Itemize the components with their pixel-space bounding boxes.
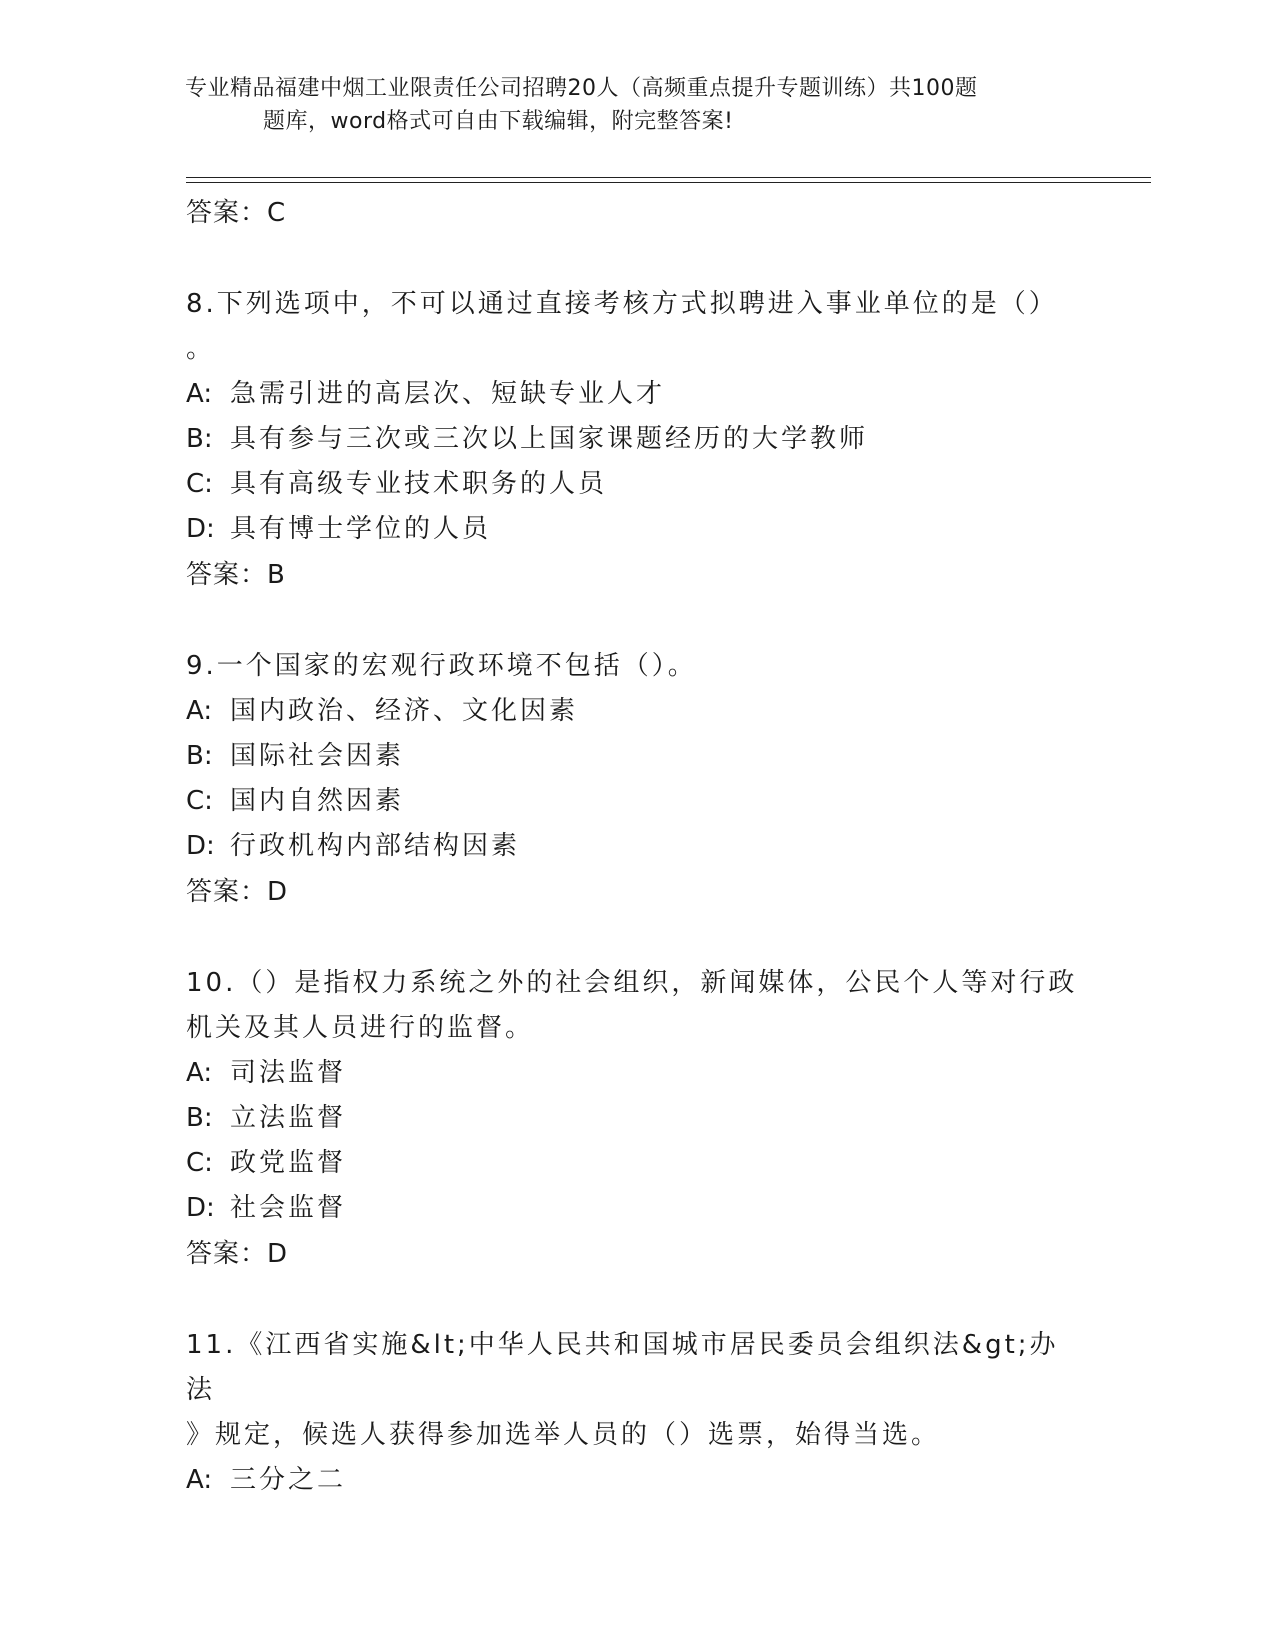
option-text: 具有高级专业技术职务的人员 [230,469,608,499]
option-label: B: [186,424,213,454]
option-d [186,824,1086,869]
question-block [186,282,1086,598]
option-text: 急需引进的高层次、短缺专业人才 [230,379,666,409]
question-text-continued: 机关及其人员进行的监督。 [186,1013,535,1043]
option-text: 具有参与三次或三次以上国家课题经历的大学教师 [230,424,869,454]
question-text-continued: 。 [186,334,216,364]
option-label: D: [186,831,215,861]
header-line-2: 题库，word格式可自由下载编辑，附完整答案! [263,109,734,134]
option-label: B: [186,741,213,771]
option-c [186,779,1086,824]
option-text: 国际社会因素 [230,741,405,771]
option-a [186,689,1086,734]
header-line-1: 专业精品福建中烟工业限责任公司招聘20人（高频重点提升专题训练）共100题 [185,76,978,101]
document-header [185,72,1065,138]
header-rule-top [186,177,1151,178]
option-label: B: [186,1103,213,1133]
option-label: C: [186,469,213,499]
option-text: 行政机构内部结构因素 [230,831,521,861]
option-label: C: [186,786,213,816]
option-text: 政党监督 [230,1148,347,1178]
option-d [186,1186,1086,1231]
question-block [186,961,1086,1277]
option-b [186,734,1086,779]
question-block [186,644,1086,915]
option-text: 司法监督 [230,1058,347,1088]
option-label: C: [186,1148,213,1178]
option-label: D: [186,514,215,544]
question-block [186,1323,1086,1503]
header-rule-bottom [186,182,1151,183]
option-a [186,372,1086,417]
option-text: 社会监督 [230,1193,347,1223]
option-text: 国内自然因素 [230,786,405,816]
question-text: 11.《江西省实施&lt;中华人民共和国城市居民委员会组织法&gt;办法 [186,1330,1059,1405]
option-label: D: [186,1193,215,1223]
option-a [186,1051,1086,1096]
answer-line: 答案：D [186,1239,289,1269]
question-text-continued: 》规定，候选人获得参加选举人员的（）选票，始得当选。 [186,1420,941,1450]
option-text: 具有博士学位的人员 [230,514,492,544]
question-text: 10.（）是指权力系统之外的社会组织，新闻媒体，公民个人等对行政 [186,968,1078,998]
option-text: 三分之二 [230,1465,347,1495]
option-a [186,1458,1086,1503]
option-text: 国内政治、经济、文化因素 [230,696,579,726]
question-text: 8.下列选项中，不可以通过直接考核方式拟聘进入事业单位的是（） [186,289,1058,319]
option-b [186,417,1086,462]
option-c [186,1141,1086,1186]
option-c [186,462,1086,507]
option-label: A: [186,1058,213,1088]
answer-line: 答案：D [186,877,289,907]
option-label: A: [186,1465,213,1495]
answer-line: 答案：C [186,198,287,228]
question-list [186,190,1086,1503]
option-text: 立法监督 [230,1103,347,1133]
option-b [186,1096,1086,1141]
answer-line: 答案：B [186,560,286,590]
option-label: A: [186,696,213,726]
option-label: A: [186,379,213,409]
question-text: 9.一个国家的宏观行政环境不包括（）。 [186,651,697,681]
option-d [186,507,1086,552]
